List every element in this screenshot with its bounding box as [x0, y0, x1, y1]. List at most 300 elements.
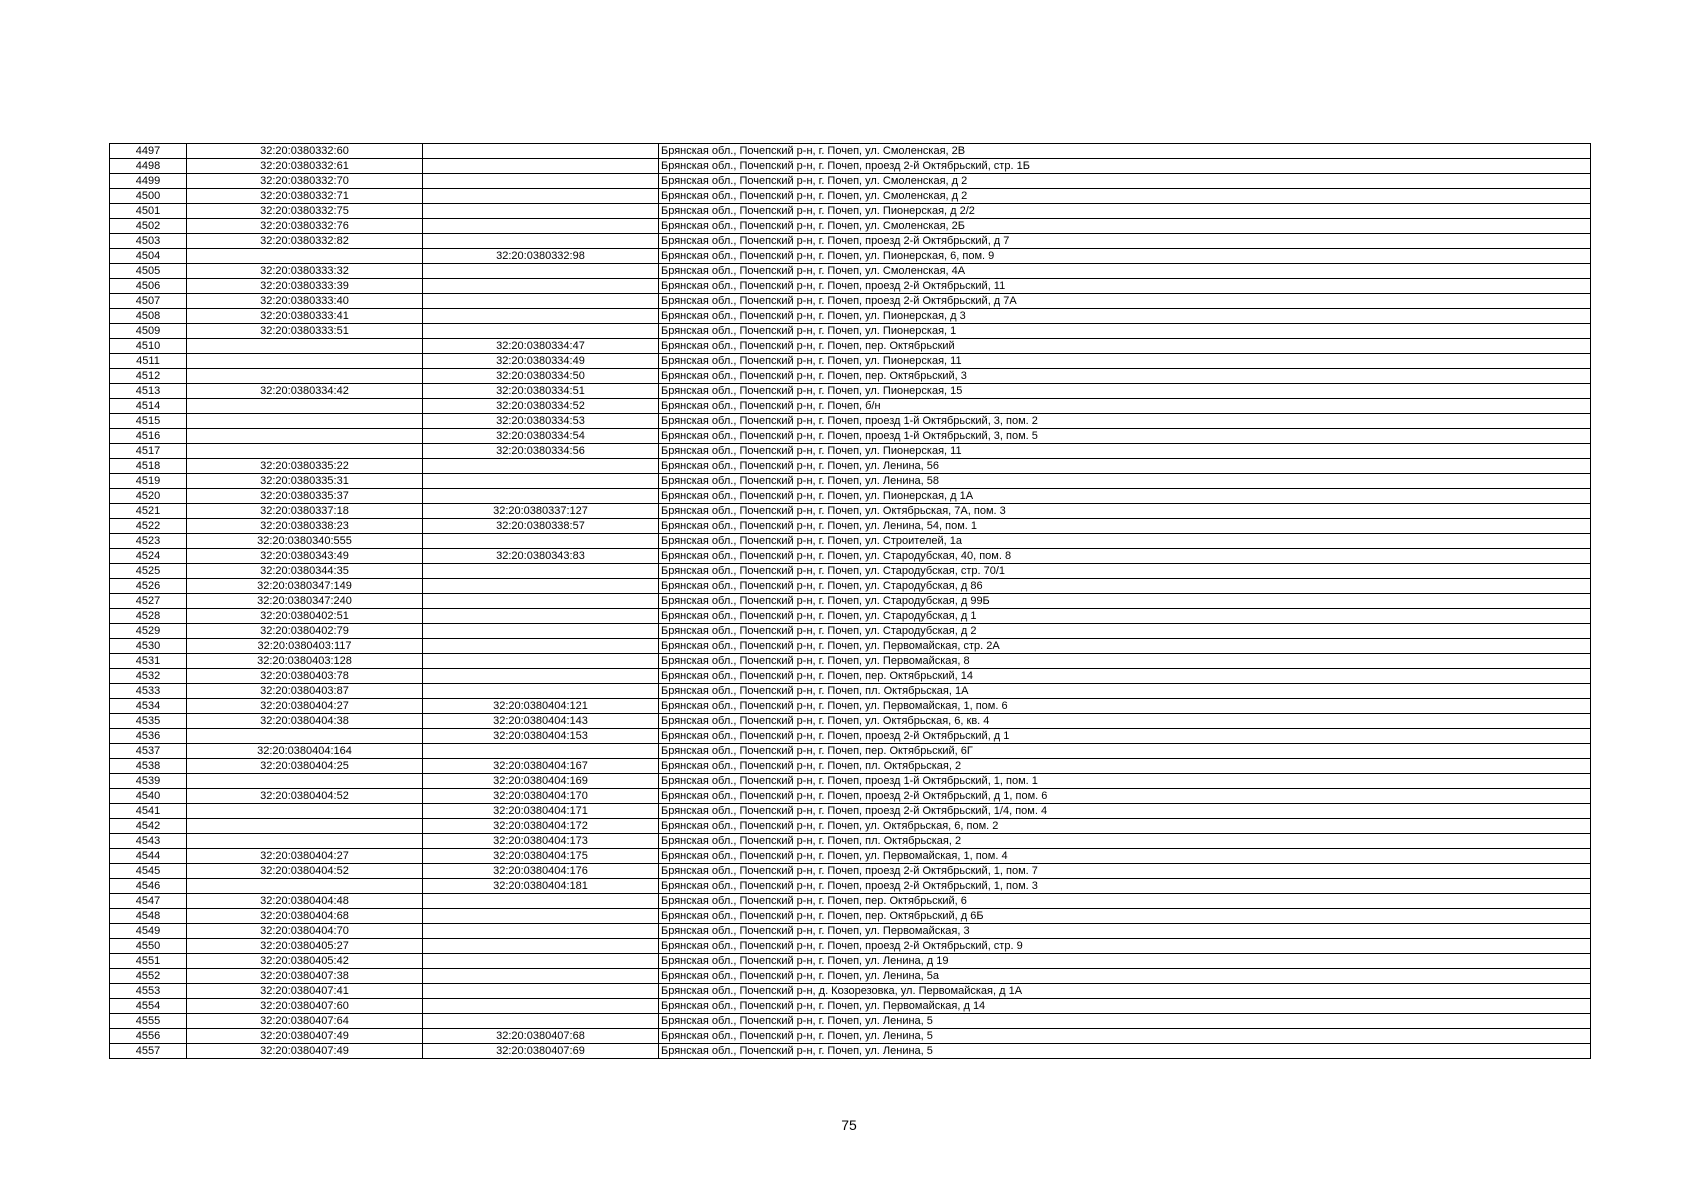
- table-row: [110, 879, 1591, 894]
- cadastral-number-cell: 32:20:0380333:41: [187, 309, 423, 324]
- address-cell: Брянская обл., Почепский р-н, г. Почеп, проезд 2-й Октябрьский, д 7А: [659, 294, 1591, 309]
- related-cadastral-number-cell: 32:20:0380404:171: [423, 804, 659, 819]
- related-cadastral-number-cell: [423, 294, 659, 309]
- cadastral-number-cell: 32:20:0380404:27: [187, 699, 423, 714]
- address-cell: Брянская обл., Почепский р-н, г. Почеп, ул. Смоленская, д 2: [659, 189, 1591, 204]
- address-cell: Брянская обл., Почепский р-н, г. Почеп, ул. Пионерская, 1: [659, 324, 1591, 339]
- table-row: [110, 159, 1591, 174]
- related-cadastral-number-cell: [423, 189, 659, 204]
- address-cell: Брянская обл., Почепский р-н, г. Почеп, пер. Октябрьский, д 6Б: [659, 909, 1591, 924]
- row-number-cell: 4534: [110, 699, 187, 714]
- row-number-cell: 4522: [110, 519, 187, 534]
- related-cadastral-number-cell: 32:20:0380338:57: [423, 519, 659, 534]
- related-cadastral-number-cell: 32:20:0380404:175: [423, 849, 659, 864]
- table-row: [110, 624, 1591, 639]
- related-cadastral-number-cell: 32:20:0380404:169: [423, 774, 659, 789]
- cadastral-number-cell: 32:20:0380332:76: [187, 219, 423, 234]
- address-cell: Брянская обл., Почепский р-н, г. Почеп, проезд 1-й Октябрьский, 3, пом. 5: [659, 429, 1591, 444]
- related-cadastral-number-cell: [423, 264, 659, 279]
- row-number-cell: 4546: [110, 879, 187, 894]
- cadastral-number-cell: [187, 729, 423, 744]
- records-body: [110, 144, 1591, 1059]
- row-number-cell: 4521: [110, 504, 187, 519]
- address-cell: Брянская обл., Почепский р-н, г. Почеп, пл. Октябрьская, 2: [659, 834, 1591, 849]
- cadastral-number-cell: 32:20:0380347:240: [187, 594, 423, 609]
- related-cadastral-number-cell: 32:20:0380404:121: [423, 699, 659, 714]
- related-cadastral-number-cell: 32:20:0380404:181: [423, 879, 659, 894]
- row-number-cell: 4548: [110, 909, 187, 924]
- related-cadastral-number-cell: [423, 909, 659, 924]
- table-row: [110, 429, 1591, 444]
- address-cell: Брянская обл., Почепский р-н, г. Почеп, ул. Первомайская, 1, пом. 4: [659, 849, 1591, 864]
- cadastral-number-cell: 32:20:0380404:68: [187, 909, 423, 924]
- table-row: [110, 669, 1591, 684]
- related-cadastral-number-cell: [423, 159, 659, 174]
- row-number-cell: 4538: [110, 759, 187, 774]
- table-row: [110, 759, 1591, 774]
- row-number-cell: 4523: [110, 534, 187, 549]
- address-cell: Брянская обл., Почепский р-н, г. Почеп, пл. Октябрьская, 1А: [659, 684, 1591, 699]
- row-number-cell: 4547: [110, 894, 187, 909]
- table-row: [110, 399, 1591, 414]
- address-cell: Брянская обл., Почепский р-н, г. Почеп, проезд 2-й Октябрьский, 1, пом. 7: [659, 864, 1591, 879]
- row-number-cell: 4511: [110, 354, 187, 369]
- related-cadastral-number-cell: [423, 639, 659, 654]
- cadastral-number-cell: 32:20:0380404:164: [187, 744, 423, 759]
- address-cell: Брянская обл., Почепский р-н, г. Почеп, б/н: [659, 399, 1591, 414]
- related-cadastral-number-cell: [423, 954, 659, 969]
- related-cadastral-number-cell: 32:20:0380337:127: [423, 504, 659, 519]
- row-number-cell: 4557: [110, 1044, 187, 1059]
- row-number-cell: 4544: [110, 849, 187, 864]
- table-row: [110, 474, 1591, 489]
- table-row: [110, 204, 1591, 219]
- cadastral-number-cell: 32:20:0380333:51: [187, 324, 423, 339]
- address-cell: Брянская обл., Почепский р-н, г. Почеп, ул. Стародубская, 40, пом. 8: [659, 549, 1591, 564]
- address-cell: Брянская обл., Почепский р-н, г. Почеп, ул. Ленина, д 19: [659, 954, 1591, 969]
- table-row: [110, 939, 1591, 954]
- address-cell: Брянская обл., Почепский р-н, г. Почеп, ул. Смоленская, 4А: [659, 264, 1591, 279]
- row-number-cell: 4541: [110, 804, 187, 819]
- table-row: [110, 984, 1591, 999]
- table-row: [110, 1014, 1591, 1029]
- table-row: [110, 339, 1591, 354]
- table-row: [110, 999, 1591, 1014]
- row-number-cell: 4533: [110, 684, 187, 699]
- address-cell: Брянская обл., Почепский р-н, г. Почеп, ул. Стародубская, д 1: [659, 609, 1591, 624]
- row-number-cell: 4531: [110, 654, 187, 669]
- related-cadastral-number-cell: [423, 654, 659, 669]
- related-cadastral-number-cell: [423, 924, 659, 939]
- related-cadastral-number-cell: [423, 489, 659, 504]
- table-row: [110, 414, 1591, 429]
- row-number-cell: 4499: [110, 174, 187, 189]
- related-cadastral-number-cell: [423, 564, 659, 579]
- row-number-cell: 4551: [110, 954, 187, 969]
- row-number-cell: 4536: [110, 729, 187, 744]
- address-cell: Брянская обл., Почепский р-н, г. Почеп, ул. Пионерская, 11: [659, 354, 1591, 369]
- cadastral-number-cell: 32:20:0380407:49: [187, 1044, 423, 1059]
- address-cell: Брянская обл., Почепский р-н, г. Почеп, пер. Октябрьский: [659, 339, 1591, 354]
- row-number-cell: 4500: [110, 189, 187, 204]
- address-cell: Брянская обл., Почепский р-н, г. Почеп, ул. Октябрьская, 6, пом. 2: [659, 819, 1591, 834]
- address-cell: Брянская обл., Почепский р-н, г. Почеп, проезд 2-й Октябрьский, 1, пом. 3: [659, 879, 1591, 894]
- cadastral-number-cell: 32:20:0380404:25: [187, 759, 423, 774]
- cadastral-number-cell: 32:20:0380404:38: [187, 714, 423, 729]
- related-cadastral-number-cell: [423, 1014, 659, 1029]
- related-cadastral-number-cell: [423, 309, 659, 324]
- related-cadastral-number-cell: [423, 894, 659, 909]
- related-cadastral-number-cell: 32:20:0380404:153: [423, 729, 659, 744]
- row-number-cell: 4550: [110, 939, 187, 954]
- cadastral-number-cell: 32:20:0380407:41: [187, 984, 423, 999]
- related-cadastral-number-cell: [423, 174, 659, 189]
- table-row: [110, 144, 1591, 159]
- address-cell: Брянская обл., Почепский р-н, г. Почеп, ул. Ленина, 54, пом. 1: [659, 519, 1591, 534]
- address-cell: Брянская обл., Почепский р-н, г. Почеп, проезд 2-й Октябрьский, 11: [659, 279, 1591, 294]
- row-number-cell: 4539: [110, 774, 187, 789]
- row-number-cell: 4537: [110, 744, 187, 759]
- related-cadastral-number-cell: [423, 204, 659, 219]
- cadastral-number-cell: 32:20:0380402:51: [187, 609, 423, 624]
- related-cadastral-number-cell: 32:20:0380334:50: [423, 369, 659, 384]
- address-cell: Брянская обл., Почепский р-н, г. Почеп, ул. Ленина, 58: [659, 474, 1591, 489]
- cadastral-number-cell: 32:20:0380333:39: [187, 279, 423, 294]
- table-row: [110, 519, 1591, 534]
- cadastral-number-cell: 32:20:0380332:70: [187, 174, 423, 189]
- table-row: [110, 744, 1591, 759]
- address-cell: Брянская обл., Почепский р-н, г. Почеп, ул. Первомайская, д 14: [659, 999, 1591, 1014]
- address-cell: Брянская обл., Почепский р-н, г. Почеп, ул. Ленина, 5: [659, 1029, 1591, 1044]
- cadastral-number-cell: 32:20:0380407:64: [187, 1014, 423, 1029]
- related-cadastral-number-cell: 32:20:0380404:167: [423, 759, 659, 774]
- address-cell: Брянская обл., Почепский р-н, г. Почеп, ул. Пионерская, д 2/2: [659, 204, 1591, 219]
- address-cell: Брянская обл., Почепский р-н, г. Почеп, ул. Пионерская, 15: [659, 384, 1591, 399]
- row-number-cell: 4525: [110, 564, 187, 579]
- address-cell: Брянская обл., Почепский р-н, г. Почеп, ул. Стародубская, д 2: [659, 624, 1591, 639]
- address-cell: Брянская обл., Почепский р-н, г. Почеп, ул. Пионерская, 6, пом. 9: [659, 249, 1591, 264]
- row-number-cell: 4514: [110, 399, 187, 414]
- table-row: [110, 834, 1591, 849]
- cadastral-number-cell: [187, 444, 423, 459]
- table-row: [110, 654, 1591, 669]
- related-cadastral-number-cell: 32:20:0380334:54: [423, 429, 659, 444]
- row-number-cell: 4506: [110, 279, 187, 294]
- table-row: [110, 684, 1591, 699]
- row-number-cell: 4520: [110, 489, 187, 504]
- row-number-cell: 4554: [110, 999, 187, 1014]
- cadastral-number-cell: 32:20:0380340:555: [187, 534, 423, 549]
- related-cadastral-number-cell: [423, 324, 659, 339]
- table-row: [110, 864, 1591, 879]
- row-number-cell: 4528: [110, 609, 187, 624]
- row-number-cell: 4509: [110, 324, 187, 339]
- address-cell: Брянская обл., Почепский р-н, г. Почеп, проезд 1-й Октябрьский, 1, пом. 1: [659, 774, 1591, 789]
- row-number-cell: 4526: [110, 579, 187, 594]
- row-number-cell: 4507: [110, 294, 187, 309]
- related-cadastral-number-cell: [423, 939, 659, 954]
- cadastral-number-cell: 32:20:0380403:78: [187, 669, 423, 684]
- related-cadastral-number-cell: [423, 534, 659, 549]
- related-cadastral-number-cell: [423, 594, 659, 609]
- related-cadastral-number-cell: [423, 684, 659, 699]
- cadastral-number-cell: [187, 429, 423, 444]
- address-cell: Брянская обл., Почепский р-н, г. Почеп, ул. Ленина, 5а: [659, 969, 1591, 984]
- row-number-cell: 4510: [110, 339, 187, 354]
- cadastral-number-cell: 32:20:0380404:52: [187, 789, 423, 804]
- row-number-cell: 4498: [110, 159, 187, 174]
- address-cell: Брянская обл., Почепский р-н, г. Почеп, ул. Пионерская, д 1А: [659, 489, 1591, 504]
- cadastral-number-cell: 32:20:0380405:27: [187, 939, 423, 954]
- cadastral-number-cell: [187, 819, 423, 834]
- cadastral-number-cell: 32:20:0380332:82: [187, 234, 423, 249]
- table-row: [110, 324, 1591, 339]
- row-number-cell: 4504: [110, 249, 187, 264]
- row-number-cell: 4543: [110, 834, 187, 849]
- address-cell: Брянская обл., Почепский р-н, г. Почеп, ул. Первомайская, 8: [659, 654, 1591, 669]
- table-row: [110, 249, 1591, 264]
- related-cadastral-number-cell: 32:20:0380334:53: [423, 414, 659, 429]
- row-number-cell: 4532: [110, 669, 187, 684]
- row-number-cell: 4503: [110, 234, 187, 249]
- related-cadastral-number-cell: [423, 219, 659, 234]
- table-row: [110, 714, 1591, 729]
- cadastral-number-cell: 32:20:0380332:75: [187, 204, 423, 219]
- table-row: [110, 1044, 1591, 1059]
- cadastral-number-cell: 32:20:0380337:18: [187, 504, 423, 519]
- cadastral-number-cell: 32:20:0380334:42: [187, 384, 423, 399]
- table-row: [110, 804, 1591, 819]
- related-cadastral-number-cell: [423, 744, 659, 759]
- table-row: [110, 354, 1591, 369]
- related-cadastral-number-cell: [423, 669, 659, 684]
- table-row: [110, 264, 1591, 279]
- address-cell: Брянская обл., Почепский р-н, г. Почеп, ул. Смоленская, 2В: [659, 144, 1591, 159]
- cadastral-number-cell: 32:20:0380338:23: [187, 519, 423, 534]
- table-row: [110, 969, 1591, 984]
- cadastral-number-cell: 32:20:0380333:32: [187, 264, 423, 279]
- table-row: [110, 294, 1591, 309]
- related-cadastral-number-cell: [423, 459, 659, 474]
- table-row: [110, 924, 1591, 939]
- cadastral-number-cell: 32:20:0380344:35: [187, 564, 423, 579]
- table-row: [110, 729, 1591, 744]
- address-cell: Брянская обл., Почепский р-н, г. Почеп, проезд 2-й Октябрьский, стр. 9: [659, 939, 1591, 954]
- row-number-cell: 4517: [110, 444, 187, 459]
- table-row: [110, 384, 1591, 399]
- cadastral-number-cell: [187, 414, 423, 429]
- related-cadastral-number-cell: [423, 624, 659, 639]
- table-row: [110, 894, 1591, 909]
- table-row: [110, 534, 1591, 549]
- row-number-cell: 4549: [110, 924, 187, 939]
- row-number-cell: 4545: [110, 864, 187, 879]
- cadastral-number-cell: 32:20:0380407:60: [187, 999, 423, 1014]
- address-cell: Брянская обл., Почепский р-н, г. Почеп, ул. Стародубская, стр. 70/1: [659, 564, 1591, 579]
- related-cadastral-number-cell: 32:20:0380343:83: [423, 549, 659, 564]
- cadastral-number-cell: [187, 879, 423, 894]
- cadastral-number-cell: 32:20:0380407:49: [187, 1029, 423, 1044]
- table-row: [110, 309, 1591, 324]
- table-row: [110, 189, 1591, 204]
- address-cell: Брянская обл., Почепский р-н, г. Почеп, проезд 2-й Октябрьский, д 1: [659, 729, 1591, 744]
- address-cell: Брянская обл., Почепский р-н, г. Почеп, ул. Пионерская, 11: [659, 444, 1591, 459]
- table-row: [110, 1029, 1591, 1044]
- table-row: [110, 639, 1591, 654]
- table-row: [110, 174, 1591, 189]
- address-cell: Брянская обл., Почепский р-н, г. Почеп, ул. Октябрьская, 7А, пом. 3: [659, 504, 1591, 519]
- related-cadastral-number-cell: 32:20:0380334:56: [423, 444, 659, 459]
- address-cell: Брянская обл., Почепский р-н, г. Почеп, пер. Октябрьский, 3: [659, 369, 1591, 384]
- table-row: [110, 954, 1591, 969]
- cadastral-number-cell: [187, 339, 423, 354]
- cadastral-number-cell: 32:20:0380332:71: [187, 189, 423, 204]
- table-row: [110, 849, 1591, 864]
- row-number-cell: 4513: [110, 384, 187, 399]
- address-cell: Брянская обл., Почепский р-н, г. Почеп, ул. Смоленская, д 2: [659, 174, 1591, 189]
- cadastral-number-cell: 32:20:0380335:37: [187, 489, 423, 504]
- cadastral-number-cell: 32:20:0380335:31: [187, 474, 423, 489]
- table-row: [110, 579, 1591, 594]
- cadastral-number-cell: 32:20:0380403:128: [187, 654, 423, 669]
- cadastral-number-cell: 32:20:0380404:52: [187, 864, 423, 879]
- table-row: [110, 549, 1591, 564]
- row-number-cell: 4524: [110, 549, 187, 564]
- address-cell: Брянская обл., Почепский р-н, г. Почеп, ул. Смоленская, 2Б: [659, 219, 1591, 234]
- address-cell: Брянская обл., Почепский р-н, г. Почеп, ул. Строителей, 1а: [659, 534, 1591, 549]
- address-cell: Брянская обл., Почепский р-н, г. Почеп, ул. Ленина, 5: [659, 1014, 1591, 1029]
- address-cell: Брянская обл., Почепский р-н, г. Почеп, ул. Ленина, 5: [659, 1044, 1591, 1059]
- row-number-cell: 4497: [110, 144, 187, 159]
- related-cadastral-number-cell: 32:20:0380404:170: [423, 789, 659, 804]
- cadastral-number-cell: [187, 774, 423, 789]
- cadastral-number-cell: 32:20:0380404:27: [187, 849, 423, 864]
- row-number-cell: 4556: [110, 1029, 187, 1044]
- address-cell: Брянская обл., Почепский р-н, г. Почеп, пер. Октябрьский, 6Г: [659, 744, 1591, 759]
- cadastral-number-cell: [187, 399, 423, 414]
- related-cadastral-number-cell: 32:20:0380334:51: [423, 384, 659, 399]
- row-number-cell: 4501: [110, 204, 187, 219]
- table-row: [110, 279, 1591, 294]
- row-number-cell: 4555: [110, 1014, 187, 1029]
- row-number-cell: 4530: [110, 639, 187, 654]
- address-cell: Брянская обл., Почепский р-н, г. Почеп, проезд 2-й Октябрьский, д 7: [659, 234, 1591, 249]
- cadastral-number-cell: 32:20:0380405:42: [187, 954, 423, 969]
- address-cell: Брянская обл., Почепский р-н, г. Почеп, пл. Октябрьская, 2: [659, 759, 1591, 774]
- address-cell: Брянская обл., Почепский р-н, г. Почеп, пер. Октябрьский, 14: [659, 669, 1591, 684]
- cadastral-number-cell: 32:20:0380404:48: [187, 894, 423, 909]
- related-cadastral-number-cell: 32:20:0380404:176: [423, 864, 659, 879]
- cadastral-number-cell: 32:20:0380335:22: [187, 459, 423, 474]
- row-number-cell: 4516: [110, 429, 187, 444]
- address-cell: Брянская обл., Почепский р-н, г. Почеп, ул. Первомайская, стр. 2А: [659, 639, 1591, 654]
- row-number-cell: 4519: [110, 474, 187, 489]
- related-cadastral-number-cell: [423, 234, 659, 249]
- address-cell: Брянская обл., Почепский р-н, г. Почеп, проезд 2-й Октябрьский, д 1, пом. 6: [659, 789, 1591, 804]
- address-cell: Брянская обл., Почепский р-н, г. Почеп, проезд 2-й Октябрьский, 1/4, пом. 4: [659, 804, 1591, 819]
- cadastral-number-cell: [187, 804, 423, 819]
- table-row: [110, 789, 1591, 804]
- table-row: [110, 609, 1591, 624]
- row-number-cell: 4508: [110, 309, 187, 324]
- related-cadastral-number-cell: 32:20:0380334:52: [423, 399, 659, 414]
- table-row: [110, 504, 1591, 519]
- cadastral-number-cell: 32:20:0380403:117: [187, 639, 423, 654]
- row-number-cell: 4529: [110, 624, 187, 639]
- cadastral-number-cell: 32:20:0380332:60: [187, 144, 423, 159]
- table-row: [110, 819, 1591, 834]
- table-row: [110, 234, 1591, 249]
- table-row: [110, 219, 1591, 234]
- address-cell: Брянская обл., Почепский р-н, г. Почеп, ул. Стародубская, д 86: [659, 579, 1591, 594]
- related-cadastral-number-cell: [423, 279, 659, 294]
- row-number-cell: 4535: [110, 714, 187, 729]
- address-cell: Брянская обл., Почепский р-н, г. Почеп, ул. Первомайская, 3: [659, 924, 1591, 939]
- row-number-cell: 4553: [110, 984, 187, 999]
- table-row: [110, 444, 1591, 459]
- row-number-cell: 4515: [110, 414, 187, 429]
- table-row: [110, 909, 1591, 924]
- row-number-cell: 4512: [110, 369, 187, 384]
- row-number-cell: 4505: [110, 264, 187, 279]
- cadastral-number-cell: 32:20:0380333:40: [187, 294, 423, 309]
- row-number-cell: 4518: [110, 459, 187, 474]
- cadastral-number-cell: 32:20:0380403:87: [187, 684, 423, 699]
- related-cadastral-number-cell: 32:20:0380404:143: [423, 714, 659, 729]
- address-cell: Брянская обл., Почепский р-н, д. Козорезовка, ул. Первомайская, д 1А: [659, 984, 1591, 999]
- row-number-cell: 4552: [110, 969, 187, 984]
- row-number-cell: 4527: [110, 594, 187, 609]
- cadastral-number-cell: 32:20:0380332:61: [187, 159, 423, 174]
- related-cadastral-number-cell: [423, 609, 659, 624]
- table-row: [110, 699, 1591, 714]
- related-cadastral-number-cell: [423, 474, 659, 489]
- related-cadastral-number-cell: 32:20:0380404:173: [423, 834, 659, 849]
- records-table: [109, 143, 1591, 1059]
- related-cadastral-number-cell: 32:20:0380332:98: [423, 249, 659, 264]
- cadastral-number-cell: 32:20:0380343:49: [187, 549, 423, 564]
- cadastral-number-cell: [187, 249, 423, 264]
- address-cell: Брянская обл., Почепский р-н, г. Почеп, пер. Октябрьский, 6: [659, 894, 1591, 909]
- address-cell: Брянская обл., Почепский р-н, г. Почеп, ул. Стародубская, д 99Б: [659, 594, 1591, 609]
- related-cadastral-number-cell: 32:20:0380407:68: [423, 1029, 659, 1044]
- related-cadastral-number-cell: [423, 999, 659, 1014]
- table-row: [110, 369, 1591, 384]
- row-number-cell: 4502: [110, 219, 187, 234]
- related-cadastral-number-cell: 32:20:0380334:49: [423, 354, 659, 369]
- related-cadastral-number-cell: [423, 969, 659, 984]
- related-cadastral-number-cell: [423, 984, 659, 999]
- address-cell: Брянская обл., Почепский р-н, г. Почеп, ул. Пионерская, д 3: [659, 309, 1591, 324]
- row-number-cell: 4542: [110, 819, 187, 834]
- address-cell: Брянская обл., Почепский р-н, г. Почеп, ул. Первомайская, 1, пом. 6: [659, 699, 1591, 714]
- cadastral-number-cell: [187, 369, 423, 384]
- page-number: 75: [841, 1117, 857, 1133]
- cadastral-number-cell: [187, 834, 423, 849]
- table-row: [110, 774, 1591, 789]
- cadastral-number-cell: [187, 354, 423, 369]
- cadastral-number-cell: 32:20:0380404:70: [187, 924, 423, 939]
- address-cell: Брянская обл., Почепский р-н, г. Почеп, проезд 2-й Октябрьский, стр. 1Б: [659, 159, 1591, 174]
- table-row: [110, 564, 1591, 579]
- cadastral-number-cell: 32:20:0380347:149: [187, 579, 423, 594]
- related-cadastral-number-cell: 32:20:0380404:172: [423, 819, 659, 834]
- row-number-cell: 4540: [110, 789, 187, 804]
- related-cadastral-number-cell: 32:20:0380334:47: [423, 339, 659, 354]
- address-cell: Брянская обл., Почепский р-н, г. Почеп, проезд 1-й Октябрьский, 3, пом. 2: [659, 414, 1591, 429]
- related-cadastral-number-cell: 32:20:0380407:69: [423, 1044, 659, 1059]
- cadastral-number-cell: 32:20:0380407:38: [187, 969, 423, 984]
